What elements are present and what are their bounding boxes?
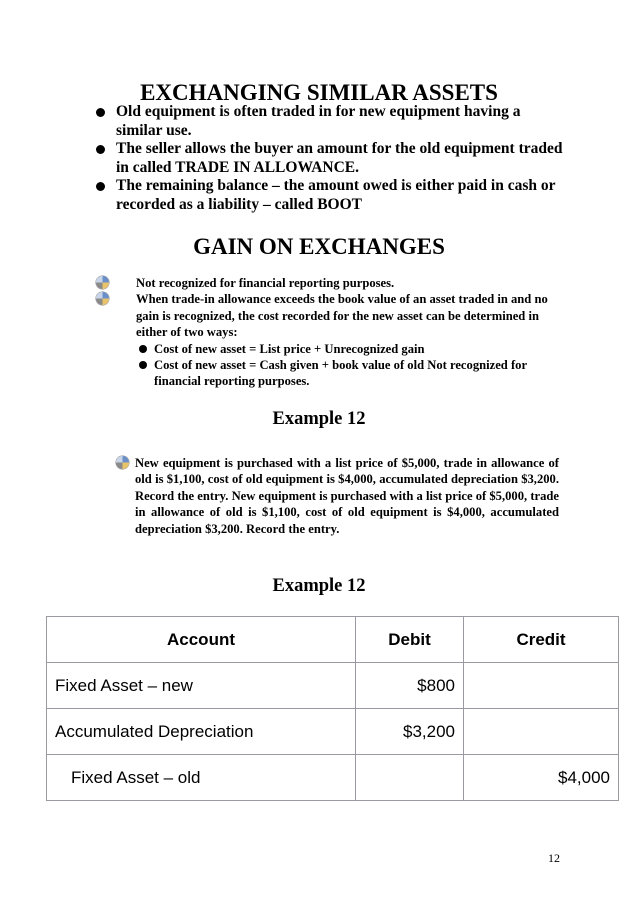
pie-bullet-icon [96,276,109,289]
list-item: Old equipment is often traded in for new equipment having a similar use. [96,103,566,140]
example-1-text: New equipment is purchased with a list price of $5,000, trade in allowance of old is $1,100, cost of old equipment is $4,000, accumulated depreciation $3,200. Record the entry. New equipment is purchased with a list price of $5,000, trade in allowance of old is $1,100, cost of old equipment is $4,000, accumulated depreciation $3,200. Record the entry. [116,455,559,537]
credit-cell [464,709,619,755]
table-row [47,755,619,801]
table-row [47,663,619,709]
bullet-dot-icon [96,145,105,154]
bullet-dot-icon [96,108,105,117]
pie-bullet-icon [96,292,109,305]
credit-cell [464,663,619,709]
bullet-dot-icon [96,182,105,191]
cost-methods-list [96,341,566,390]
account-cell: Accumulated Depreciation [47,709,356,755]
list-item: When trade-in allowance exceeds the book value of an asset traded in and no gain is recognized, the cost recorded for the new asset can be determined in either of two ways: [96,291,566,340]
debit-cell: $3,200 [356,709,464,755]
list-item: The seller allows the buyer an amount for the old equipment traded in called TRADE IN ALLOWANCE. [96,140,566,177]
debit-cell [356,755,464,801]
debit-cell: $800 [356,663,464,709]
table-header-row [47,617,619,663]
list-item: Cost of new asset = List price + Unrecognized gain [96,341,566,357]
list-item: The remaining balance – the amount owed is either paid in cash or recorded as a liability – called BOOT [96,177,566,214]
heading-gain-on-exchanges: GAIN ON EXCHANGES [193,234,445,259]
header-credit: Credit [464,617,619,663]
page-number: 12 [548,851,560,865]
list-item: Not recognized for financial reporting purposes. [96,275,566,291]
heading-exchanging-similar-assets: EXCHANGING SIMILAR ASSETS [140,80,498,105]
similar-assets-bullet-list [96,103,566,215]
credit-cell: $4,000 [464,755,619,801]
list-item: Cost of new asset = Cash given + book value of old Not recognized for financial reporting purposes. [96,357,566,390]
pie-bullet-icon [116,456,129,469]
account-cell: Fixed Asset – old [47,755,356,801]
journal-entry-table [46,616,619,801]
example-2-title: Example 12 [272,576,366,596]
header-account: Account [47,617,356,663]
bullet-dot-icon [139,361,147,369]
account-cell: Fixed Asset – new [47,663,356,709]
bullet-dot-icon [139,345,147,353]
header-debit: Debit [356,617,464,663]
gain-section [96,275,566,390]
example-1-title: Example 12 [272,409,366,429]
table-row [47,709,619,755]
